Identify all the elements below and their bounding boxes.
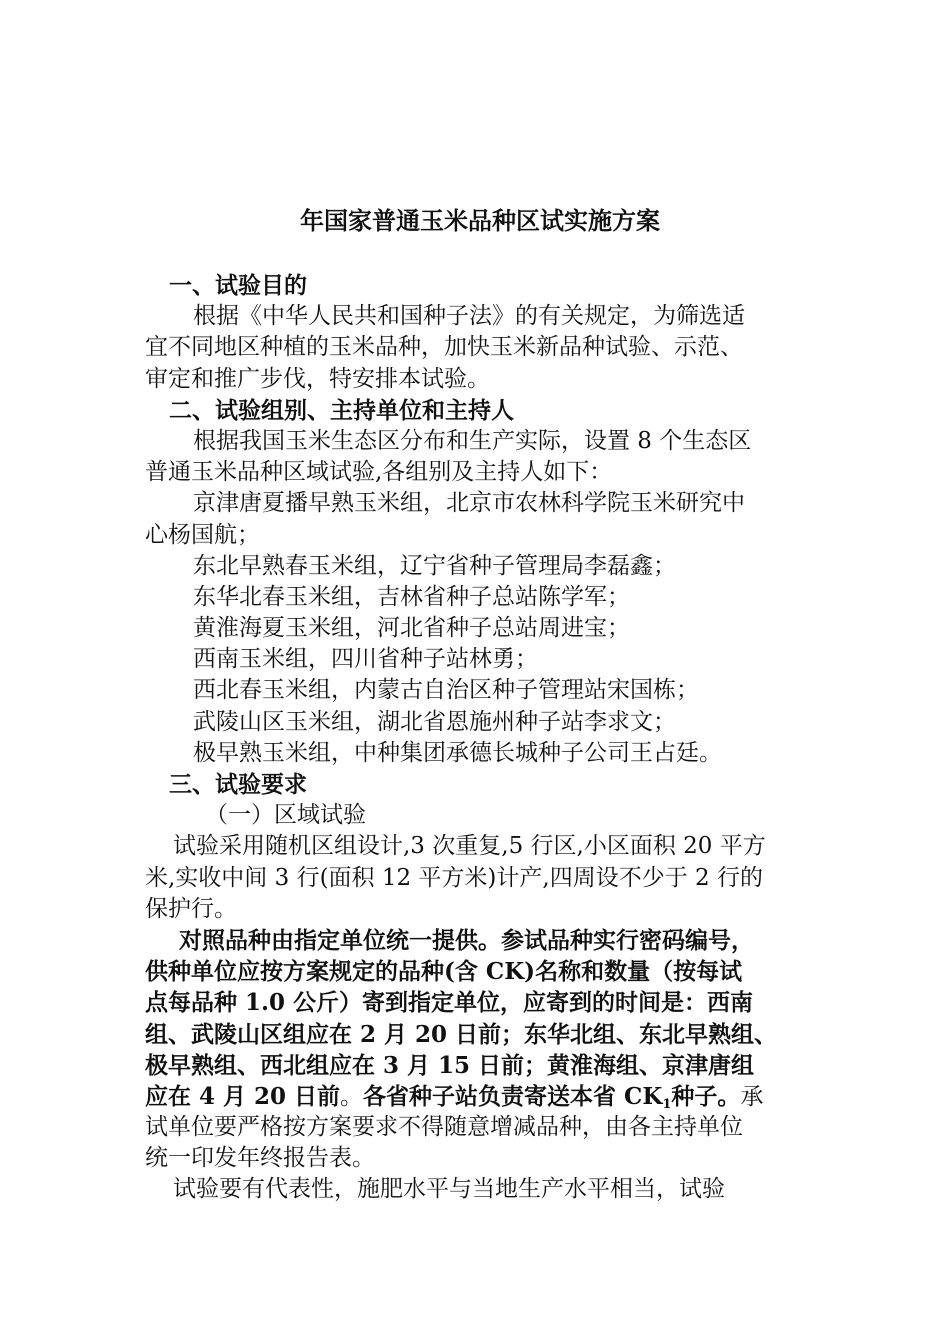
- paragraph-line: 宜不同地区种植的玉米品种，加快玉米新品种试验、示范、: [145, 334, 743, 361]
- bold-paragraph-line: 极早熟组、西北组应在 3 月 15 日前；黄淮海组、京津唐组: [145, 1051, 755, 1079]
- paragraph-line: 统一印发年终报告表。: [145, 1145, 375, 1172]
- paragraph-line: 根据我国玉米生态区分布和生产实际，设置 8 个生态区: [193, 427, 752, 454]
- bold-paragraph-line: 组、武陵山区组应在 2 月 20 日前；东华北组、东北早熟组、: [145, 1020, 778, 1048]
- normal-text: 承: [740, 1083, 764, 1110]
- section-heading-1: 一、试验目的: [169, 272, 307, 299]
- subscript-text: 1: [662, 1096, 672, 1112]
- group-item: 武陵山区玉米组，湖北省恩施州种子站李求文；: [193, 708, 676, 735]
- subsection-heading: （一）区域试验: [205, 802, 366, 829]
- bold-paragraph-line: 供种单位应按方案规定的品种(含 CK)名称和数量（按每试: [145, 958, 743, 986]
- bold-paragraph-line: 对照品种由指定单位统一提供。参试品种实行密码编号，: [179, 926, 754, 954]
- paragraph-line: 试验要有代表性，施肥水平与当地生产水平相当，试验: [173, 1176, 725, 1203]
- paragraph-line: 根据《中华人民共和国种子法》的有关规定，为筛选适: [193, 303, 745, 330]
- document-title: 年国家普通玉米品种区试实施方案: [300, 206, 660, 235]
- bold-text: 应在 4 月 20 日前: [145, 1082, 341, 1110]
- group-item: 东北早熟春玉米组，辽宁省种子管理局李磊鑫；: [193, 552, 676, 579]
- normal-text: 。: [340, 1083, 364, 1110]
- paragraph-line: 审定和推广步伐，特安排本试验。: [145, 365, 490, 392]
- paragraph-line: 保护行。: [145, 895, 237, 922]
- group-item: 京津唐夏播早熟玉米组，北京市农林科学院玉米研究中: [193, 490, 745, 517]
- group-item: 西南玉米组，四川省种子站林勇；: [193, 646, 538, 673]
- section-heading-3: 三、试验要求: [169, 771, 307, 798]
- bold-text: 种子。: [671, 1082, 741, 1110]
- document-body: [145, 270, 815, 1206]
- paragraph-line: 试验采用随机区组设计,3 次重复,5 行区,小区面积 20 平方: [173, 833, 766, 860]
- group-item: 西北春玉米组，内蒙古自治区种子管理站宋国栋；: [193, 677, 699, 704]
- paragraph-line: 试单位要严格按方案要求不得随意增减品种，由各主持单位: [145, 1114, 743, 1141]
- bold-text: 各省种子站负责寄送本省 CK: [363, 1082, 663, 1110]
- paragraph-line: 普通玉米品种区域试验,各组别及主持人如下：: [145, 459, 613, 486]
- group-item-cont: 心杨国航；: [145, 521, 260, 548]
- group-item: 黄淮海夏玉米组，河北省种子总站周进宝；: [193, 615, 630, 642]
- group-item: 极早熟玉米组，中种集团承德长城种子公司王占廷。: [193, 739, 722, 766]
- section-heading-2: 二、试验组别、主持单位和主持人: [169, 396, 514, 424]
- group-item: 东华北春玉米组，吉林省种子总站陈学军；: [193, 583, 630, 610]
- bold-paragraph-line: 点每品种 1.0 公斤）寄到指定单位，应寄到的时间是：西南: [145, 989, 754, 1017]
- paragraph-line: 米,实收中间 3 行(面积 12 平方米)计产,四周设不少于 2 行的: [145, 864, 763, 891]
- mixed-paragraph-line: [145, 1081, 815, 1112]
